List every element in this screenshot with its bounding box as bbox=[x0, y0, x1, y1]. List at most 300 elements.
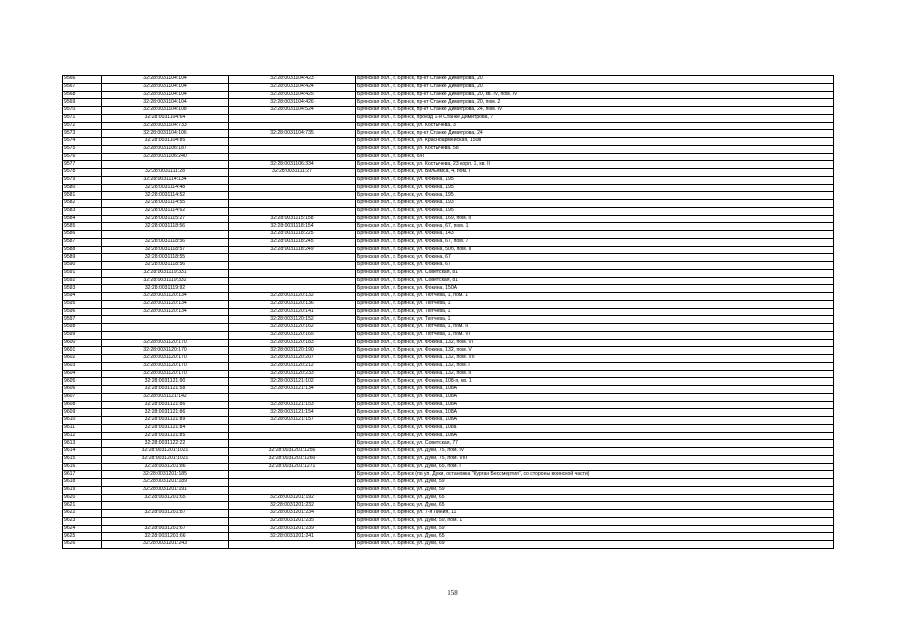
address-cell: Брянская обл., г. Брянск, ул. Фокина, 108А bbox=[356, 401, 834, 409]
related-cadastral-number-cell bbox=[229, 138, 356, 146]
table-row bbox=[63, 145, 834, 153]
cadastral-number-cell: 32:28:0031201:191 bbox=[102, 486, 229, 494]
cadastral-number-cell: 32:28:0031121:86 bbox=[102, 409, 229, 417]
row-number-cell: 9625 bbox=[63, 533, 102, 541]
related-cadastral-number-cell bbox=[229, 184, 356, 192]
address-cell: Брянская обл., г. Брянск, ул. Фокина, 108А bbox=[356, 386, 834, 394]
row-number-cell: 9573 bbox=[63, 130, 102, 138]
row-number-cell: 9610 bbox=[63, 417, 102, 425]
table-row bbox=[63, 215, 834, 223]
related-cadastral-number-cell bbox=[229, 262, 356, 270]
related-cadastral-number-cell: 32:28:0031120:165 bbox=[229, 331, 356, 339]
address-cell: Брянская обл., г. Брянск, пр-кт Станке Димитрова, 20, пом. 2 bbox=[356, 99, 834, 107]
row-number-cell: 9587 bbox=[63, 238, 102, 246]
table-row bbox=[63, 479, 834, 487]
address-cell: Брянская обл., г. Брянск, ул. Фокина, 132, пом. VII bbox=[356, 355, 834, 363]
address-cell: Брянская обл., г. Брянск, ул. Фокина, 108-я, кв. 1 bbox=[356, 378, 834, 386]
table-row bbox=[63, 409, 834, 417]
row-number-cell: 9594 bbox=[63, 293, 102, 301]
row-number-cell: 9581 bbox=[63, 192, 102, 200]
table-row bbox=[63, 262, 834, 270]
row-number-cell: 9614 bbox=[63, 448, 102, 456]
table-row bbox=[63, 300, 834, 308]
row-number-cell: 9568 bbox=[63, 91, 102, 99]
related-cadastral-number-cell: 32:28:0031120:190 bbox=[229, 347, 356, 355]
cadastral-number-cell bbox=[102, 517, 229, 525]
table-row bbox=[63, 494, 834, 502]
table-row bbox=[63, 324, 834, 332]
related-cadastral-number-cell: 32:28:0031118:245 bbox=[229, 238, 356, 246]
address-cell: Брянская обл., г. Брянск, ул. Фокина, 195 bbox=[356, 192, 834, 200]
row-number-cell: 9603 bbox=[63, 362, 102, 370]
address-cell: Брянская обл., г. Брянск, ул. Фокина, 50б, пом. II bbox=[356, 246, 834, 254]
table-row bbox=[63, 107, 834, 115]
related-cadastral-number-cell bbox=[229, 479, 356, 487]
address-cell: Брянская обл., г. Брянск, ул. Костычева, 23 корп. 1, кв. II bbox=[356, 161, 834, 169]
related-cadastral-number-cell: 32:28:0031201:192 bbox=[229, 494, 356, 502]
address-cell: Брянская обл., г. Брянск, ул. Фокина, 108а bbox=[356, 424, 834, 432]
address-cell: Брянская обл., г. Брянск, ул. Дуки, 65 bbox=[356, 502, 834, 510]
table-row bbox=[63, 293, 834, 301]
cadastral-number-cell: 32:28:0031201:66 bbox=[102, 533, 229, 541]
row-number-cell: 9606 bbox=[63, 386, 102, 394]
row-number-cell: 9607 bbox=[63, 393, 102, 401]
related-cadastral-number-cell: 32:28:0031121:154 bbox=[229, 409, 356, 417]
address-cell: Брянская обл., г. Брянск, ул. 7-я Линия, 11 bbox=[356, 510, 834, 518]
table-row bbox=[63, 533, 834, 541]
page-number: 158 bbox=[447, 589, 458, 597]
address-cell: Брянская обл., г. Брянск, ул. Фокина, 67 bbox=[356, 262, 834, 270]
address-cell: Брянская обл., г. Брянск, ул. Дуки, 59 bbox=[356, 525, 834, 533]
address-cell: Брянская обл., г. Брянск, ул. Дуки, 59 bbox=[356, 486, 834, 494]
address-cell: Брянская обл., г. Брянск, ул. Тютчева, 1, пом. 1 bbox=[356, 293, 834, 301]
cadastral-number-cell: 32:28:0031104:106 bbox=[102, 130, 229, 138]
cadastral-number-cell: 32:28:0031121:58 bbox=[102, 386, 229, 394]
table-row bbox=[63, 176, 834, 184]
table-row bbox=[63, 91, 834, 99]
related-cadastral-number-cell bbox=[229, 200, 356, 208]
address-cell: Брянская обл., г. Брянск, ул. Советская, 77 bbox=[356, 440, 834, 448]
cadastral-number-cell bbox=[102, 231, 229, 239]
cadastral-number-cell: 32:28:0031104:733 bbox=[102, 122, 229, 130]
table-row bbox=[63, 440, 834, 448]
cadastral-number-cell: 32:28:0031121:85 bbox=[102, 432, 229, 440]
cadastral-number-cell: 32:28:0031120:134 bbox=[102, 308, 229, 316]
address-cell: Брянская обл., г. Брянск, ул. Дуки, 65, пом. I bbox=[356, 463, 834, 471]
related-cadastral-number-cell: 32:28:0031104:423 bbox=[229, 76, 356, 84]
address-cell: Брянская обл., г. Брянск, ул. Фокина, 143 bbox=[356, 231, 834, 239]
row-number-cell: 9588 bbox=[63, 246, 102, 254]
address-cell: Брянская обл., г. Брянск, ул. Тютчева, 1, пом. VI bbox=[356, 331, 834, 339]
row-number-cell: 9615 bbox=[63, 455, 102, 463]
address-cell: Брянская обл., г. Брянск, ул. Дуки, 75, пом. VIII bbox=[356, 455, 834, 463]
row-number-cell: 9620 bbox=[63, 494, 102, 502]
address-cell: Брянская обл., г. Брянск, ул. Дуки, 59 bbox=[356, 479, 834, 487]
row-number-cell: 9583 bbox=[63, 207, 102, 215]
cadastral-number-cell bbox=[102, 316, 229, 324]
address-cell: Брянская обл., г. Брянск, ул. Фокина, 108А bbox=[356, 409, 834, 417]
cadastral-number-cell: 32:28:0031119:331 bbox=[102, 269, 229, 277]
cadastral-number-cell: 32:28:0031119:332 bbox=[102, 277, 229, 285]
table-row bbox=[63, 355, 834, 363]
related-cadastral-number-cell bbox=[229, 153, 356, 161]
cadastral-number-cell: 32:28:0031114:134 bbox=[102, 176, 229, 184]
row-number-cell: 9589 bbox=[63, 254, 102, 262]
related-cadastral-number-cell bbox=[229, 471, 356, 479]
address-cell: Брянская обл., г. Брянск, ул. Дуки, 65 bbox=[356, 533, 834, 541]
cadastral-number-cell: 32:28:0031201:1021 bbox=[102, 455, 229, 463]
address-cell: Брянская обл., г. Брянск, ул. Тютчева, 1 bbox=[356, 300, 834, 308]
address-cell: Брянская обл., г. Брянск, ул. Фокина, 150А bbox=[356, 285, 834, 293]
table-row bbox=[63, 339, 834, 347]
address-cell: Брянская обл., г. Брянск, ул. Вильямса, 4, пом. I bbox=[356, 169, 834, 177]
cadastral-number-cell: 32:28:0031120:170 bbox=[102, 362, 229, 370]
row-number-cell: 9613 bbox=[63, 440, 102, 448]
related-cadastral-number-cell: 32:28:0031104:524 bbox=[229, 107, 356, 115]
row-number-cell: 9577 bbox=[63, 161, 102, 169]
related-cadastral-number-cell: 32:28:0031118:225 bbox=[229, 231, 356, 239]
table-row bbox=[63, 254, 834, 262]
related-cadastral-number-cell bbox=[229, 122, 356, 130]
address-cell: Брянская обл., г. Брянск, ул. Фокина, 67, пом. 1 bbox=[356, 223, 834, 231]
related-cadastral-number-cell: 32:28:0031201:232 bbox=[229, 502, 356, 510]
cadastral-number-cell: 32:28:0031115:27 bbox=[102, 215, 229, 223]
related-cadastral-number-cell bbox=[229, 145, 356, 153]
related-cadastral-number-cell: 32:28:0031111:27 bbox=[229, 169, 356, 177]
table-row bbox=[63, 331, 834, 339]
related-cadastral-number-cell bbox=[229, 486, 356, 494]
address-cell: Брянская обл., г. Брянск, ул. Фокина, 195 bbox=[356, 207, 834, 215]
related-cadastral-number-cell: 32:28:0031121:134 bbox=[229, 386, 356, 394]
row-number-cell: 9621 bbox=[63, 502, 102, 510]
row-number-cell: 9600 bbox=[63, 339, 102, 347]
related-cadastral-number-cell: 32:28:0031104:424 bbox=[229, 83, 356, 91]
related-cadastral-number-cell bbox=[229, 176, 356, 184]
cadastral-number-cell: 32:28:0031201:1021 bbox=[102, 448, 229, 456]
table-row bbox=[63, 184, 834, 192]
row-number-cell: 9592 bbox=[63, 277, 102, 285]
table-row bbox=[63, 393, 834, 401]
table-body bbox=[63, 76, 834, 549]
table-row bbox=[63, 417, 834, 425]
cadastral-number-cell: 32:28:0031201:67 bbox=[102, 525, 229, 533]
cadastral-number-cell: 32:28:0031114:62 bbox=[102, 207, 229, 215]
table-row bbox=[63, 424, 834, 432]
related-cadastral-number-cell: 32:28:0031104:735 bbox=[229, 130, 356, 138]
row-number-cell: 9595 bbox=[63, 300, 102, 308]
table-row bbox=[63, 200, 834, 208]
address-cell: Брянская обл., г. Брянск, проезд 1-й Станке Димитрова, 7 bbox=[356, 114, 834, 122]
table-row bbox=[63, 269, 834, 277]
related-cadastral-number-cell: 32:28:0031121:153 bbox=[229, 401, 356, 409]
cadastral-number-cell: 32:28:0031120:170 bbox=[102, 339, 229, 347]
row-number-cell: 9567 bbox=[63, 83, 102, 91]
row-number-cell: 9578 bbox=[63, 169, 102, 177]
cadastral-number-cell: 32:28:0031121:86 bbox=[102, 401, 229, 409]
cadastral-number-cell: 32:28:0031120:134 bbox=[102, 300, 229, 308]
address-cell: Брянская обл., г. Брянск, пр-кт Станке Димитрова, 24, пом. IV bbox=[356, 107, 834, 115]
address-cell: Брянская обл., г. Брянск, ул. Дуки, 65 bbox=[356, 494, 834, 502]
address-cell: Брянская обл., г. Брянск, пр-кт Станке Димитрова, 20 bbox=[356, 76, 834, 84]
table-row bbox=[63, 207, 834, 215]
table-row bbox=[63, 370, 834, 378]
cadastral-number-cell: 32:28:0031120:134 bbox=[102, 293, 229, 301]
related-cadastral-number-cell: 32:28:0031121:102 bbox=[229, 378, 356, 386]
address-cell: Брянская обл., г. Брянск, ул. Костычева, 3 bbox=[356, 122, 834, 130]
cadastral-number-cell bbox=[102, 502, 229, 510]
table-row bbox=[63, 83, 834, 91]
property-register-table bbox=[62, 75, 834, 549]
table-row bbox=[63, 362, 834, 370]
table-row bbox=[63, 138, 834, 146]
related-cadastral-number-cell bbox=[229, 285, 356, 293]
table-row bbox=[63, 76, 834, 84]
related-cadastral-number-cell bbox=[229, 440, 356, 448]
cadastral-number-cell: 32:28:0031121:90 bbox=[102, 378, 229, 386]
row-number-cell: 9572 bbox=[63, 122, 102, 130]
cadastral-number-cell: 32:28:0031118:55 bbox=[102, 254, 229, 262]
address-cell: Брянская обл., г. Брянск, ул. Костычева, 58 bbox=[356, 145, 834, 153]
cadastral-number-cell bbox=[102, 161, 229, 169]
cadastral-number-cell: 32:28:0031104:108 bbox=[102, 107, 229, 115]
row-number-cell: 9616 bbox=[63, 463, 102, 471]
address-cell: Брянская обл., г. Брянск, ул. Красноармейская, 150в bbox=[356, 138, 834, 146]
row-number-cell: 9609 bbox=[63, 409, 102, 417]
cadastral-number-cell: 32:28:0031120:170 bbox=[102, 370, 229, 378]
cadastral-number-cell: 32:28:0031121:142 bbox=[102, 393, 229, 401]
cadastral-number-cell: 32:28:0031118:56 bbox=[102, 223, 229, 231]
related-cadastral-number-cell: 32:28:0031120:152 bbox=[229, 316, 356, 324]
row-number-cell: 9605 bbox=[63, 378, 102, 386]
row-number-cell: 9569 bbox=[63, 99, 102, 107]
row-number-cell: 9598 bbox=[63, 324, 102, 332]
related-cadastral-number-cell: 32:28:0031201:1260 bbox=[229, 455, 356, 463]
cadastral-number-cell: 32:28:0031118:56 bbox=[102, 262, 229, 270]
cadastral-number-cell: 32:28:0031104:64 bbox=[102, 114, 229, 122]
address-cell: Брянская обл., г. Брянск, ул. Фокина, 108А bbox=[356, 432, 834, 440]
address-cell: Брянская обл., г. Брянск, ул. Фокина, 169, пом. II bbox=[356, 215, 834, 223]
row-number-cell: 9612 bbox=[63, 432, 102, 440]
row-number-cell: 9602 bbox=[63, 355, 102, 363]
related-cadastral-number-cell: 32:28:0031120:132 bbox=[229, 293, 356, 301]
row-number-cell: 9575 bbox=[63, 145, 102, 153]
related-cadastral-number-cell: 32:28:0031120:183 bbox=[229, 339, 356, 347]
row-number-cell: 9571 bbox=[63, 114, 102, 122]
cadastral-number-cell: 32:28:0031122:22 bbox=[102, 440, 229, 448]
related-cadastral-number-cell bbox=[229, 393, 356, 401]
related-cadastral-number-cell bbox=[229, 432, 356, 440]
address-cell: Брянская обл., г. Брянск, ул. Дуки, 69 bbox=[356, 541, 834, 549]
row-number-cell: 9576 bbox=[63, 153, 102, 161]
row-number-cell: 9582 bbox=[63, 200, 102, 208]
row-number-cell: 9622 bbox=[63, 510, 102, 518]
row-number-cell: 9618 bbox=[63, 479, 102, 487]
row-number-cell: 9590 bbox=[63, 262, 102, 270]
address-cell: Брянская обл., г. Брянск, ул. Фокина, 108А bbox=[356, 393, 834, 401]
table-row bbox=[63, 223, 834, 231]
cadastral-number-cell: 32:28:0031119:92 bbox=[102, 285, 229, 293]
address-cell: Брянская обл., г. Брянск, пр-кт Станке Димитрова, 20 bbox=[356, 83, 834, 91]
row-number-cell: 9566 bbox=[63, 76, 102, 84]
row-number-cell: 9579 bbox=[63, 176, 102, 184]
address-cell: Брянская обл., г. Брянск, ул. Фокина, 108А bbox=[356, 417, 834, 425]
address-cell: Брянская обл., г. Брянск, б/н bbox=[356, 153, 834, 161]
row-number-cell: 9597 bbox=[63, 316, 102, 324]
table-row bbox=[63, 510, 834, 518]
row-number-cell: 9574 bbox=[63, 138, 102, 146]
cadastral-number-cell: 32:28:0031106:187 bbox=[102, 145, 229, 153]
table-row bbox=[63, 471, 834, 479]
related-cadastral-number-cell bbox=[229, 541, 356, 549]
row-number-cell: 9599 bbox=[63, 331, 102, 339]
table-row bbox=[63, 455, 834, 463]
table-row bbox=[63, 99, 834, 107]
table-row bbox=[63, 347, 834, 355]
row-number-cell: 9591 bbox=[63, 269, 102, 277]
related-cadastral-number-cell bbox=[229, 192, 356, 200]
row-number-cell: 9626 bbox=[63, 541, 102, 549]
table-row bbox=[63, 231, 834, 239]
cadastral-number-cell: 32:28:0031121:84 bbox=[102, 424, 229, 432]
related-cadastral-number-cell: 32:28:0031120:233 bbox=[229, 370, 356, 378]
related-cadastral-number-cell: 32:28:0031115:158 bbox=[229, 215, 356, 223]
row-number-cell: 9596 bbox=[63, 308, 102, 316]
related-cadastral-number-cell: 32:28:0031120:136 bbox=[229, 300, 356, 308]
row-number-cell: 9570 bbox=[63, 107, 102, 115]
related-cadastral-number-cell: 32:28:0031201:1271 bbox=[229, 463, 356, 471]
related-cadastral-number-cell: 32:28:0031118:249 bbox=[229, 246, 356, 254]
address-cell: Брянская обл., г. Брянск, ул. Фокина, 132, пом. VI bbox=[356, 339, 834, 347]
table-row bbox=[63, 502, 834, 510]
related-cadastral-number-cell: 32:28:0031104:425 bbox=[229, 91, 356, 99]
cadastral-number-cell: 32:28:0031201:86 bbox=[102, 463, 229, 471]
table-row bbox=[63, 432, 834, 440]
row-number-cell: 9604 bbox=[63, 370, 102, 378]
related-cadastral-number-cell: 32:28:0031120:207 bbox=[229, 355, 356, 363]
cadastral-number-cell: 32:28:0031104:104 bbox=[102, 91, 229, 99]
table-row bbox=[63, 277, 834, 285]
cadastral-number-cell: 32:28:0031104:85 bbox=[102, 138, 229, 146]
cadastral-number-cell: 32:28:0031114:52 bbox=[102, 192, 229, 200]
cadastral-number-cell: 32:28:0031201:65 bbox=[102, 494, 229, 502]
table-row bbox=[63, 122, 834, 130]
address-cell: Брянская обл., г. Брянск, ул. Фокина, 132, пом. I bbox=[356, 362, 834, 370]
row-number-cell: 9624 bbox=[63, 525, 102, 533]
table-row bbox=[63, 238, 834, 246]
related-cadastral-number-cell: 32:28:0031121:157 bbox=[229, 417, 356, 425]
row-number-cell: 9586 bbox=[63, 231, 102, 239]
address-cell: Брянская обл., г. Брянск, ул. Дуки, 75, пом. IV bbox=[356, 448, 834, 456]
cadastral-number-cell: 32:28:0031201:189 bbox=[102, 479, 229, 487]
address-cell: Брянская обл., г. Брянск, ул. Фокина, 195 bbox=[356, 184, 834, 192]
related-cadastral-number-cell bbox=[229, 114, 356, 122]
related-cadastral-number-cell bbox=[229, 207, 356, 215]
address-cell: Брянская обл., г. Брянск, ул. Фокина, 195 bbox=[356, 176, 834, 184]
table-row bbox=[63, 130, 834, 138]
related-cadastral-number-cell bbox=[229, 277, 356, 285]
cadastral-number-cell: 32:28:0031106:240 bbox=[102, 153, 229, 161]
row-number-cell: 9611 bbox=[63, 424, 102, 432]
cadastral-number-cell: 32:28:0031201:185 bbox=[102, 471, 229, 479]
row-number-cell: 9619 bbox=[63, 486, 102, 494]
cadastral-number-cell: 32:28:0031201:87 bbox=[102, 510, 229, 518]
cadastral-number-cell: 32:28:0031118:56 bbox=[102, 238, 229, 246]
address-cell: Брянская обл., г. Брянск, пр-кт Станке Димитрова, 24 bbox=[356, 130, 834, 138]
cadastral-number-cell: 32:28:0031201:243 bbox=[102, 541, 229, 549]
table-row bbox=[63, 541, 834, 549]
related-cadastral-number-cell: 32:28:0031201:239 bbox=[229, 525, 356, 533]
table-row bbox=[63, 401, 834, 409]
table-row bbox=[63, 316, 834, 324]
address-cell: Брянская обл., г. Брянск, ул. Советская, 81 bbox=[356, 269, 834, 277]
related-cadastral-number-cell bbox=[229, 269, 356, 277]
cadastral-number-cell: 32:28:0031120:170 bbox=[102, 347, 229, 355]
related-cadastral-number-cell: 32:28:0031120:141 bbox=[229, 308, 356, 316]
cadastral-number-cell: 32:28:0031104:104 bbox=[102, 99, 229, 107]
address-cell: Брянская обл., г. Брянск (по ул. Дуки, остановка "Курган Бессмертия", со стороны воинской части) bbox=[356, 471, 834, 479]
related-cadastral-number-cell: 32:28:0031201:1256 bbox=[229, 448, 356, 456]
cadastral-number-cell: 32:28:0031114:48 bbox=[102, 184, 229, 192]
related-cadastral-number-cell: 32:28:0031201:234 bbox=[229, 510, 356, 518]
related-cadastral-number-cell bbox=[229, 424, 356, 432]
table-row bbox=[63, 285, 834, 293]
cadastral-number-cell: 32:28:0031121:89 bbox=[102, 417, 229, 425]
row-number-cell: 9623 bbox=[63, 517, 102, 525]
address-cell: Брянская обл., г. Брянск, ул. Фокина, 67, пом. 7 bbox=[356, 238, 834, 246]
address-cell: Брянская обл., г. Брянск, ул. Фокина, 193 bbox=[356, 200, 834, 208]
cadastral-number-cell: 32:28:0031111:28 bbox=[102, 169, 229, 177]
table-row bbox=[63, 463, 834, 471]
row-number-cell: 9601 bbox=[63, 347, 102, 355]
table-row bbox=[63, 153, 834, 161]
related-cadastral-number-cell: 32:28:0031118:154 bbox=[229, 223, 356, 231]
address-cell: Брянская обл., г. Брянск, ул. Советская, 81 bbox=[356, 277, 834, 285]
cadastral-number-cell: 32:28:0031120:170 bbox=[102, 355, 229, 363]
cadastral-number-cell: 32:28:0031114:55 bbox=[102, 200, 229, 208]
table-row bbox=[63, 386, 834, 394]
cadastral-number-cell bbox=[102, 331, 229, 339]
related-cadastral-number-cell: 32:28:0031120:212 bbox=[229, 362, 356, 370]
table-row bbox=[63, 448, 834, 456]
table-row bbox=[63, 246, 834, 254]
address-cell: Брянская обл., г. Брянск, пр-кт Станке Димитрова, 20, кв. IV, пом. IV bbox=[356, 91, 834, 99]
related-cadastral-number-cell bbox=[229, 254, 356, 262]
address-cell: Брянская обл., г. Брянск, ул. Фокина, 132, пом. II bbox=[356, 370, 834, 378]
related-cadastral-number-cell: 32:28:0031106:334 bbox=[229, 161, 356, 169]
row-number-cell: 9593 bbox=[63, 285, 102, 293]
related-cadastral-number-cell: 32:28:0031201:235 bbox=[229, 517, 356, 525]
table-row bbox=[63, 525, 834, 533]
row-number-cell: 9584 bbox=[63, 215, 102, 223]
related-cadastral-number-cell: 32:28:0031201:241 bbox=[229, 533, 356, 541]
table-row bbox=[63, 161, 834, 169]
table-row bbox=[63, 378, 834, 386]
table-row bbox=[63, 486, 834, 494]
row-number-cell: 9580 bbox=[63, 184, 102, 192]
row-number-cell: 9585 bbox=[63, 223, 102, 231]
cadastral-number-cell: 32:28:0031104:104 bbox=[102, 76, 229, 84]
related-cadastral-number-cell: 32:28:0031104:426 bbox=[229, 99, 356, 107]
address-cell: Брянская обл., г. Брянск, ул. Фокина, 67 bbox=[356, 254, 834, 262]
table-row bbox=[63, 308, 834, 316]
address-cell: Брянская обл., г. Брянск, ул. Тютчева, 1 bbox=[356, 316, 834, 324]
row-number-cell: 9617 bbox=[63, 471, 102, 479]
row-number-cell: 9608 bbox=[63, 401, 102, 409]
table-row bbox=[63, 169, 834, 177]
address-cell: Брянская обл., г. Брянск, ул. Тютчева, 1 bbox=[356, 308, 834, 316]
address-cell: Брянская обл., г. Брянск, ул. Дуки, 59, пом. 1 bbox=[356, 517, 834, 525]
table-row bbox=[63, 192, 834, 200]
